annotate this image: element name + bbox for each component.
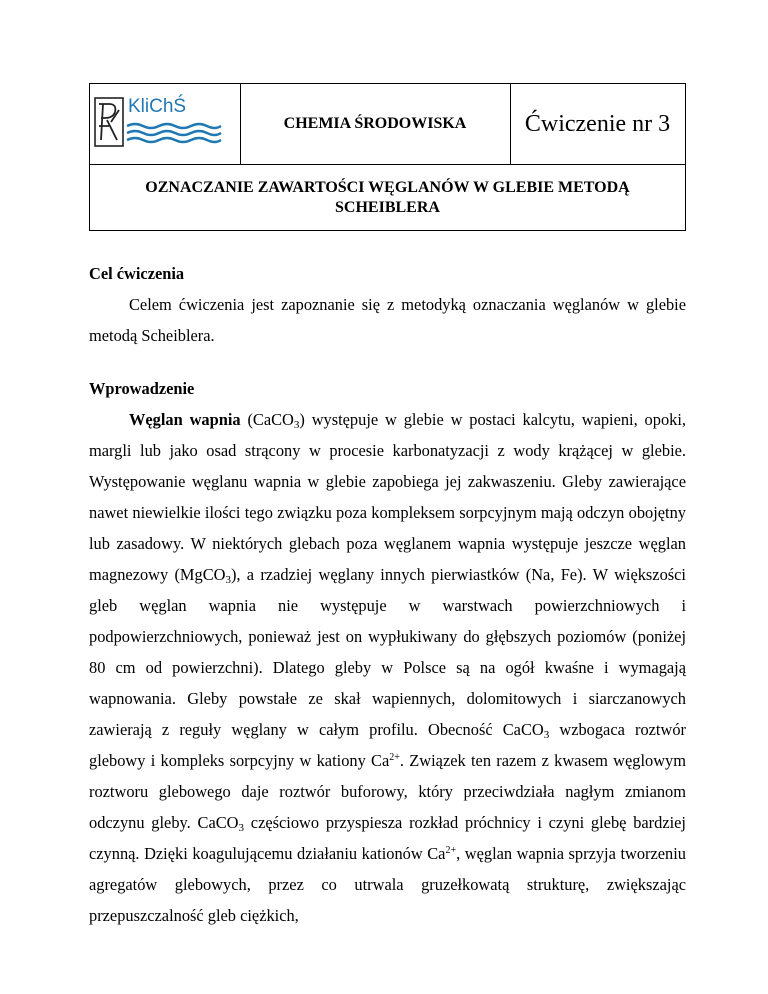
subscript: 3 bbox=[543, 729, 550, 741]
logo-cell bbox=[90, 84, 241, 164]
goal-paragraph: Celem ćwiczenia jest zapoznanie się z metodyką oznaczania węglanów w glebie metodą Scheiblera. bbox=[89, 295, 686, 345]
logo-text: KliChŚ bbox=[128, 96, 187, 117]
title-line-2: SCHEIBLERA bbox=[335, 198, 440, 216]
klichs-logo bbox=[93, 96, 233, 157]
exercise-number: Ćwiczenie nr 3 bbox=[524, 110, 671, 137]
document-body bbox=[89, 258, 686, 931]
subscript: 3 bbox=[238, 822, 245, 834]
exercise-cell bbox=[510, 84, 685, 164]
subject-title: CHEMIA ŚRODOWISKA bbox=[283, 115, 467, 132]
text-run: ), a rzadziej węglany innych pierwiastków (Na, Fe). W większości gleb węglan wapnia nie występuje w warstwach powierzchniowych i podpowierzchniowych, ponieważ jest on wypłukiwany do głębszych poziomów (poniżej 80 cm od powierzchni). Dlatego gleby w Polsce są na ogół kwaśne i wymagają wapnowania. Gleby powstałe ze skał wapiennych, dolomitowych i siarczanowych zawierają z reguły węglany w całym profilu. Obecność CaCO bbox=[89, 565, 686, 739]
bold-lead: Węglan wapnia bbox=[129, 410, 241, 429]
goal-heading: Cel ćwiczenia bbox=[89, 264, 185, 283]
intro-paragraph bbox=[89, 404, 686, 931]
text-run: . Związek ten razem z kwasem węglowym roztworu glebowego daje roztwór buforowy, który przeciwdziała nagłym zmianom odczynu gleby. CaCO bbox=[89, 751, 686, 832]
text-run: ) występuje w glebie w postaci kalcytu, wapieni, opoki, margli lub jako osad strącony w procesie karbonatyzacji z wody krążącej w glebie. Występowanie węglanu wapnia w glebie zapobiega jej zakwaszeniu. Gleby zawierające nawet niewielkie ilości tego związku poza kompleksem sorpcyjnym mają odczyn obojętny lub zasadowy. W niektórych glebach poza węglanem wapnia występuje jeszcze węglan magnezowy (MgCO bbox=[89, 410, 686, 584]
text-run: częściowo przyspiesza rozkład próchnicy i czyni glebę bardziej czynną. Dzięki koagulującemu działaniu kationów Ca bbox=[89, 813, 686, 863]
subscript: 3 bbox=[225, 574, 231, 586]
subject-cell bbox=[240, 84, 511, 164]
text-run: (CaCO bbox=[240, 410, 294, 429]
text-run: , węglan wapnia sprzyja tworzeniu agregatów glebowych, przez co utrwala gruzełkowatą strukturę, zwiększając przepuszczalność gleb ciężkich, bbox=[89, 844, 686, 925]
subscript: 3 bbox=[293, 419, 300, 431]
header-row bbox=[90, 84, 685, 165]
header-table bbox=[89, 83, 686, 231]
superscript: 2+ bbox=[389, 752, 400, 763]
intro-heading: Wprowadzenie bbox=[89, 379, 195, 398]
title-line-1: OZNACZANIE ZAWARTOŚCI WĘGLANÓW W GLEBIE METODĄ bbox=[145, 178, 630, 196]
document-title bbox=[90, 164, 685, 231]
text-run: wzbogaca roztwór glebowy i kompleks sorpcyjny w kationy Ca bbox=[89, 720, 686, 770]
superscript: 2+ bbox=[445, 845, 457, 856]
